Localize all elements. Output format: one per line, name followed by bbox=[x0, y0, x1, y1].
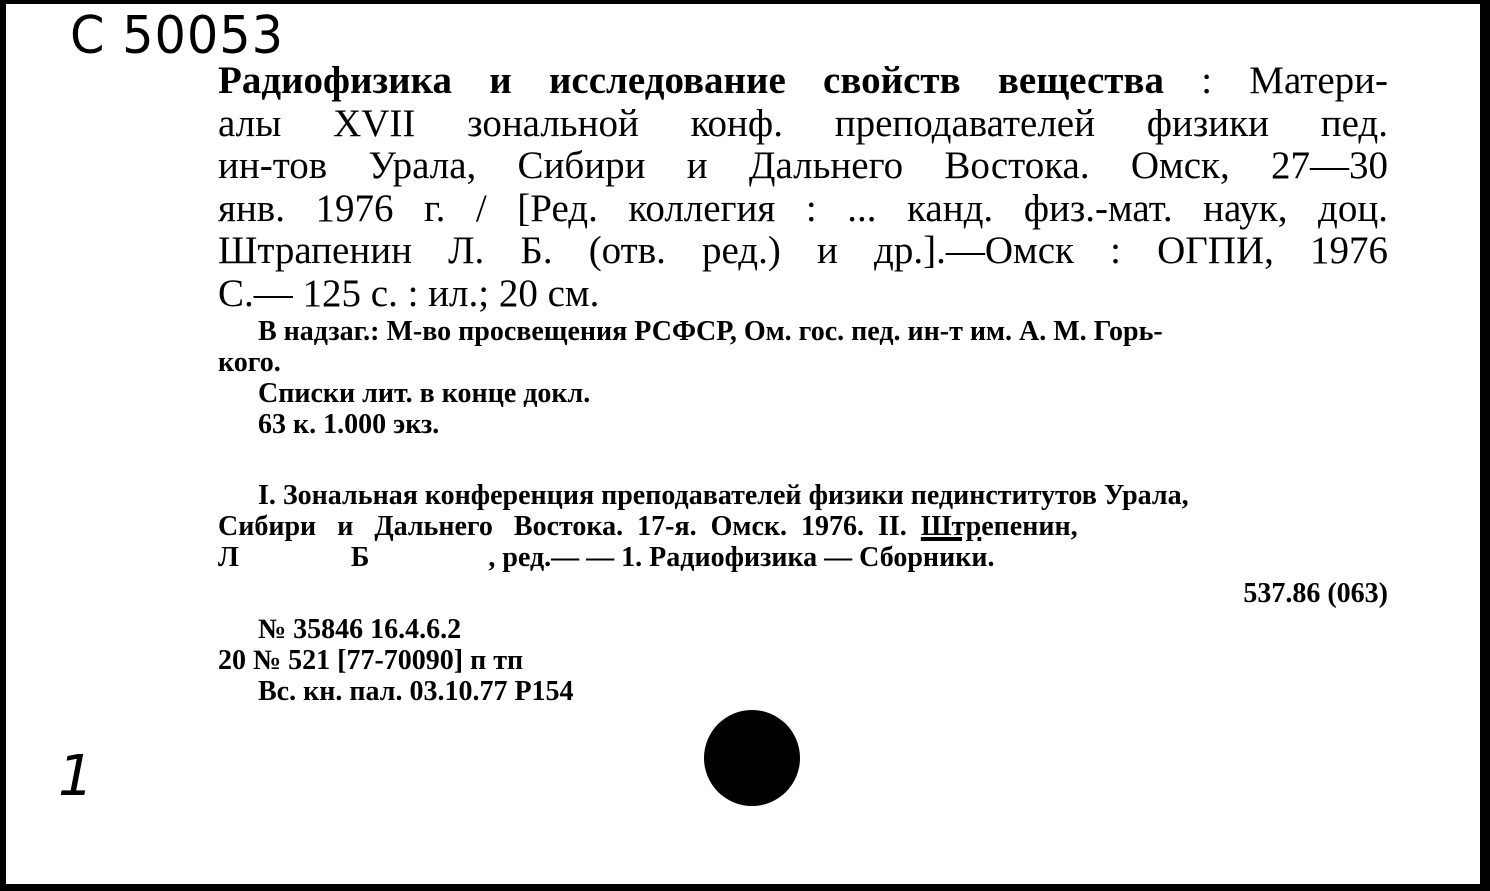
note-line: 63 к. 1.000 экз. bbox=[258, 409, 440, 440]
description-line: С.— 125 с. : ил.; 20 см. bbox=[218, 271, 600, 315]
tech-line: 20 № 521 [77-70090] п тп bbox=[218, 645, 524, 676]
tracing-line: I. Зональная конференция преподавателей физики пединститутов Урала, bbox=[258, 480, 1189, 511]
bibliographic-description bbox=[218, 60, 1388, 315]
class-number: 537.86 (063) bbox=[1243, 578, 1388, 609]
catalog-card bbox=[6, 4, 1480, 884]
handwritten-mark: 1 bbox=[58, 744, 94, 809]
note-line: Списки лит. в конце докл. bbox=[258, 378, 591, 409]
description-line: : Матери- bbox=[1201, 59, 1388, 102]
call-number: C 50053 bbox=[70, 6, 285, 66]
description-line: янв. 1976 г. / [Ред. коллегия : ... канд. физ.-мат. наук, доц. bbox=[218, 186, 1388, 230]
description-line: Штрапенин Л. Б. (отв. ред.) и др.].—Омск : ОГПИ, 1976 bbox=[218, 229, 1388, 272]
description-line: алы XVII зональной конф. преподавателей физики пед. bbox=[218, 101, 1388, 145]
technical-info bbox=[218, 614, 574, 707]
tracing-line: Л Б , ред.— — 1. Радиофизика — Сборники. bbox=[218, 542, 995, 573]
description-line: ин-тов Урала, Сибири и Дальнего Востока. Омск, 27—30 bbox=[218, 144, 1388, 187]
tech-line: № 35846 16.4.6.2 bbox=[258, 614, 462, 645]
tech-line: Вс. кн. пал. 03.10.77 Р154 bbox=[258, 676, 574, 707]
notes bbox=[218, 316, 1388, 440]
punch-hole bbox=[704, 710, 800, 806]
book-title: Радиофизика и исследование свойств вещества bbox=[218, 59, 1164, 102]
tracing-line: Сибири и Дальнего Востока. 17-я. Омск. 1976. II. Штрепенин, bbox=[218, 511, 1078, 542]
note-line: кого. bbox=[218, 347, 281, 378]
note-line: В надзаг.: М-во просвещения РСФСР, Ом. гос. пед. ин-т им. А. М. Горь- bbox=[258, 316, 1163, 347]
tracings bbox=[218, 480, 1388, 573]
